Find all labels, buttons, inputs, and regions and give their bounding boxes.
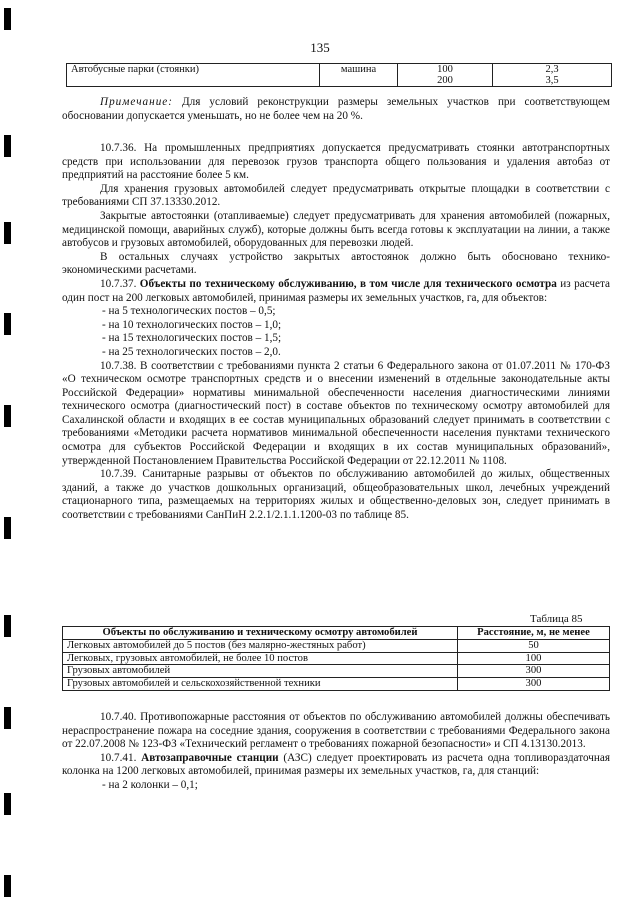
table-cell: Автобусные парки (стоянки): [67, 64, 320, 87]
paragraph: 10.7.39. Санитарные разрывы от объектов по обслуживанию автомобилей до жилых, общественных зданий, а также до участков дошкольных организаций, общеобразовательных школ, лечебных учреждений стационарного типа, размещаемых на территориях жилых и общественно-деловых зон, следует принимать в соответствии с требованиями СанПиН 2.2.1/2.1.1.1200-03 по таблице 85.: [62, 468, 610, 522]
paragraph: Для хранения грузовых автомобилей следует предусматривать открытые площадки в соответствии с требованиями СП 37.13330.2012.: [62, 182, 610, 209]
table-row: [67, 64, 612, 87]
paragraph: [62, 752, 610, 779]
list-item: - на 5 технологических постов – 0,5;: [102, 305, 276, 318]
binder-mark: [4, 707, 11, 729]
parking-table: [66, 63, 612, 87]
clause-number: 10.7.37.: [100, 277, 137, 290]
table-row: [63, 639, 610, 652]
table-cell: 100: [458, 652, 610, 665]
binder-mark: [4, 793, 11, 815]
page-number: 135: [310, 40, 330, 55]
list-item: - на 15 технологических постов – 1,5;: [102, 332, 282, 345]
binder-mark: [4, 517, 11, 539]
binder-mark: [4, 615, 11, 637]
table-header: Расстояние, м, не менее: [458, 627, 610, 640]
table-value: 200: [437, 75, 453, 86]
table-row: [63, 678, 610, 691]
table-header: Объекты по обслуживанию и техническому осмотру автомобилей: [63, 627, 458, 640]
table-cell: Грузовых автомобилей и сельскохозяйственной техники: [63, 678, 458, 691]
table-caption: Таблица 85: [530, 613, 583, 625]
clause-text: из расчета один пост на 200 легковых автомобилей, принимая размеры их земельных участков, га, для объектов:: [62, 277, 611, 304]
paragraph: Закрытые автостоянки (отапливаемые) следует предусматривать для хранения автомобилей (пожарных, медицинской помощи, аварийных служб), которые должны быть всегда готовы к эксплуатации на линии, а также автобусов и грузовых автомобилей, оборудованных для перевозки людей.: [62, 209, 610, 250]
paragraph: В остальных случаях устройство закрытых автостоянок должно быть обосновано технико-экономическими расчетами.: [62, 250, 610, 277]
table-cell: Легковых, грузовых автомобилей, не более 10 постов: [63, 652, 458, 665]
paragraph: 10.7.40. Противопожарные расстояния от объектов по обслуживанию автомобилей должны обеспечивать нераспространение пожара на соседние здания, сооружения в соответствии с требованиями Федерального закона от 22.07.2008 № 123-ФЗ «Технический регламент о требованиях пожарной безопасности» и СП 4.13130.2013.: [62, 711, 610, 751]
paragraph: 10.7.38. В соответствии с требованиями пункта 2 статьи 6 Федерального закона от 01.07.2011 № 170-ФЗ «О техническом осмотре транспортных средств и о внесении изменений в отдельные законодательные акты Российской Федерации» нормативы минимальной обеспеченности населения диагностическими линиями технического осмотра (диагностический пост) в составе объектов по техническому осмотру автомобилей для Сахалинской области и входящих в ее состав муниципальных образований следует принимать в соответствии с требованиями «Методики расчета нормативов минимальной обеспеченности населения пунктами технического осмотра для субъектов Российской Федерации и входящих в их состав муниципальных образований», утвержденной Постановлением Правительства Российской Федерации от 22.12.2011 № 1108.: [62, 359, 610, 467]
table-cell: [493, 64, 612, 87]
table-cell: [398, 64, 493, 87]
binder-mark: [4, 313, 11, 335]
table-cell: 300: [458, 665, 610, 678]
paragraph: [62, 278, 610, 305]
clause-heading: Объекты по техническому обслуживанию, в том числе для технического осмотра: [139, 277, 557, 290]
clause-heading: Автозаправочные станции: [141, 751, 279, 764]
list-item: - на 25 технологических постов – 2,0.: [102, 345, 281, 358]
table-row: [63, 665, 610, 678]
clause-number: 10.7.41.: [100, 751, 137, 764]
body-text-1: [62, 142, 610, 523]
table-value: 3,5: [545, 75, 559, 86]
table-cell: 300: [458, 678, 610, 691]
paragraph: 10.7.36. На промышленных предприятиях допускается предусматривать стоянки автотранспортных средств при использовании для перевозок грузов транспорта общего пользования и удаления автобаз от предприятий на расстояние более 5 км.: [62, 142, 610, 182]
table-85: [62, 626, 610, 691]
table-header-row: [63, 627, 610, 640]
table-value: 100: [437, 64, 453, 75]
note-text: Для условий реконструкции размеры земельных участков при соответствующем обосновании допускается уменьшать, но не более чем на 20 %.: [62, 96, 611, 122]
table-value: 2,3: [545, 64, 559, 75]
binder-mark: [4, 875, 11, 897]
list-item: - на 2 колонки – 0,1;: [102, 778, 198, 791]
clause-text: (АЗС) следует проектировать из расчета одна топливораздаточная колонка на 1200 легковых автомобилей, принимая размеры их земельных участков, га, для станций:: [62, 751, 610, 778]
table-cell: Грузовых автомобилей: [63, 665, 458, 678]
list-item: - на 10 технологических постов – 1,0;: [102, 318, 282, 331]
binder-mark: [4, 222, 11, 244]
note-block: [62, 96, 610, 123]
table-cell: 50: [458, 639, 610, 652]
note-label: Примечание:: [100, 96, 173, 108]
binder-mark: [4, 8, 11, 30]
table-row: [63, 652, 610, 665]
binder-mark: [4, 405, 11, 427]
binder-mark: [4, 135, 11, 157]
table-cell: машина: [320, 64, 398, 87]
body-text-2: [62, 711, 610, 793]
table-cell: Легковых автомобилей до 5 постов (без малярно-жестяных работ): [63, 639, 458, 652]
